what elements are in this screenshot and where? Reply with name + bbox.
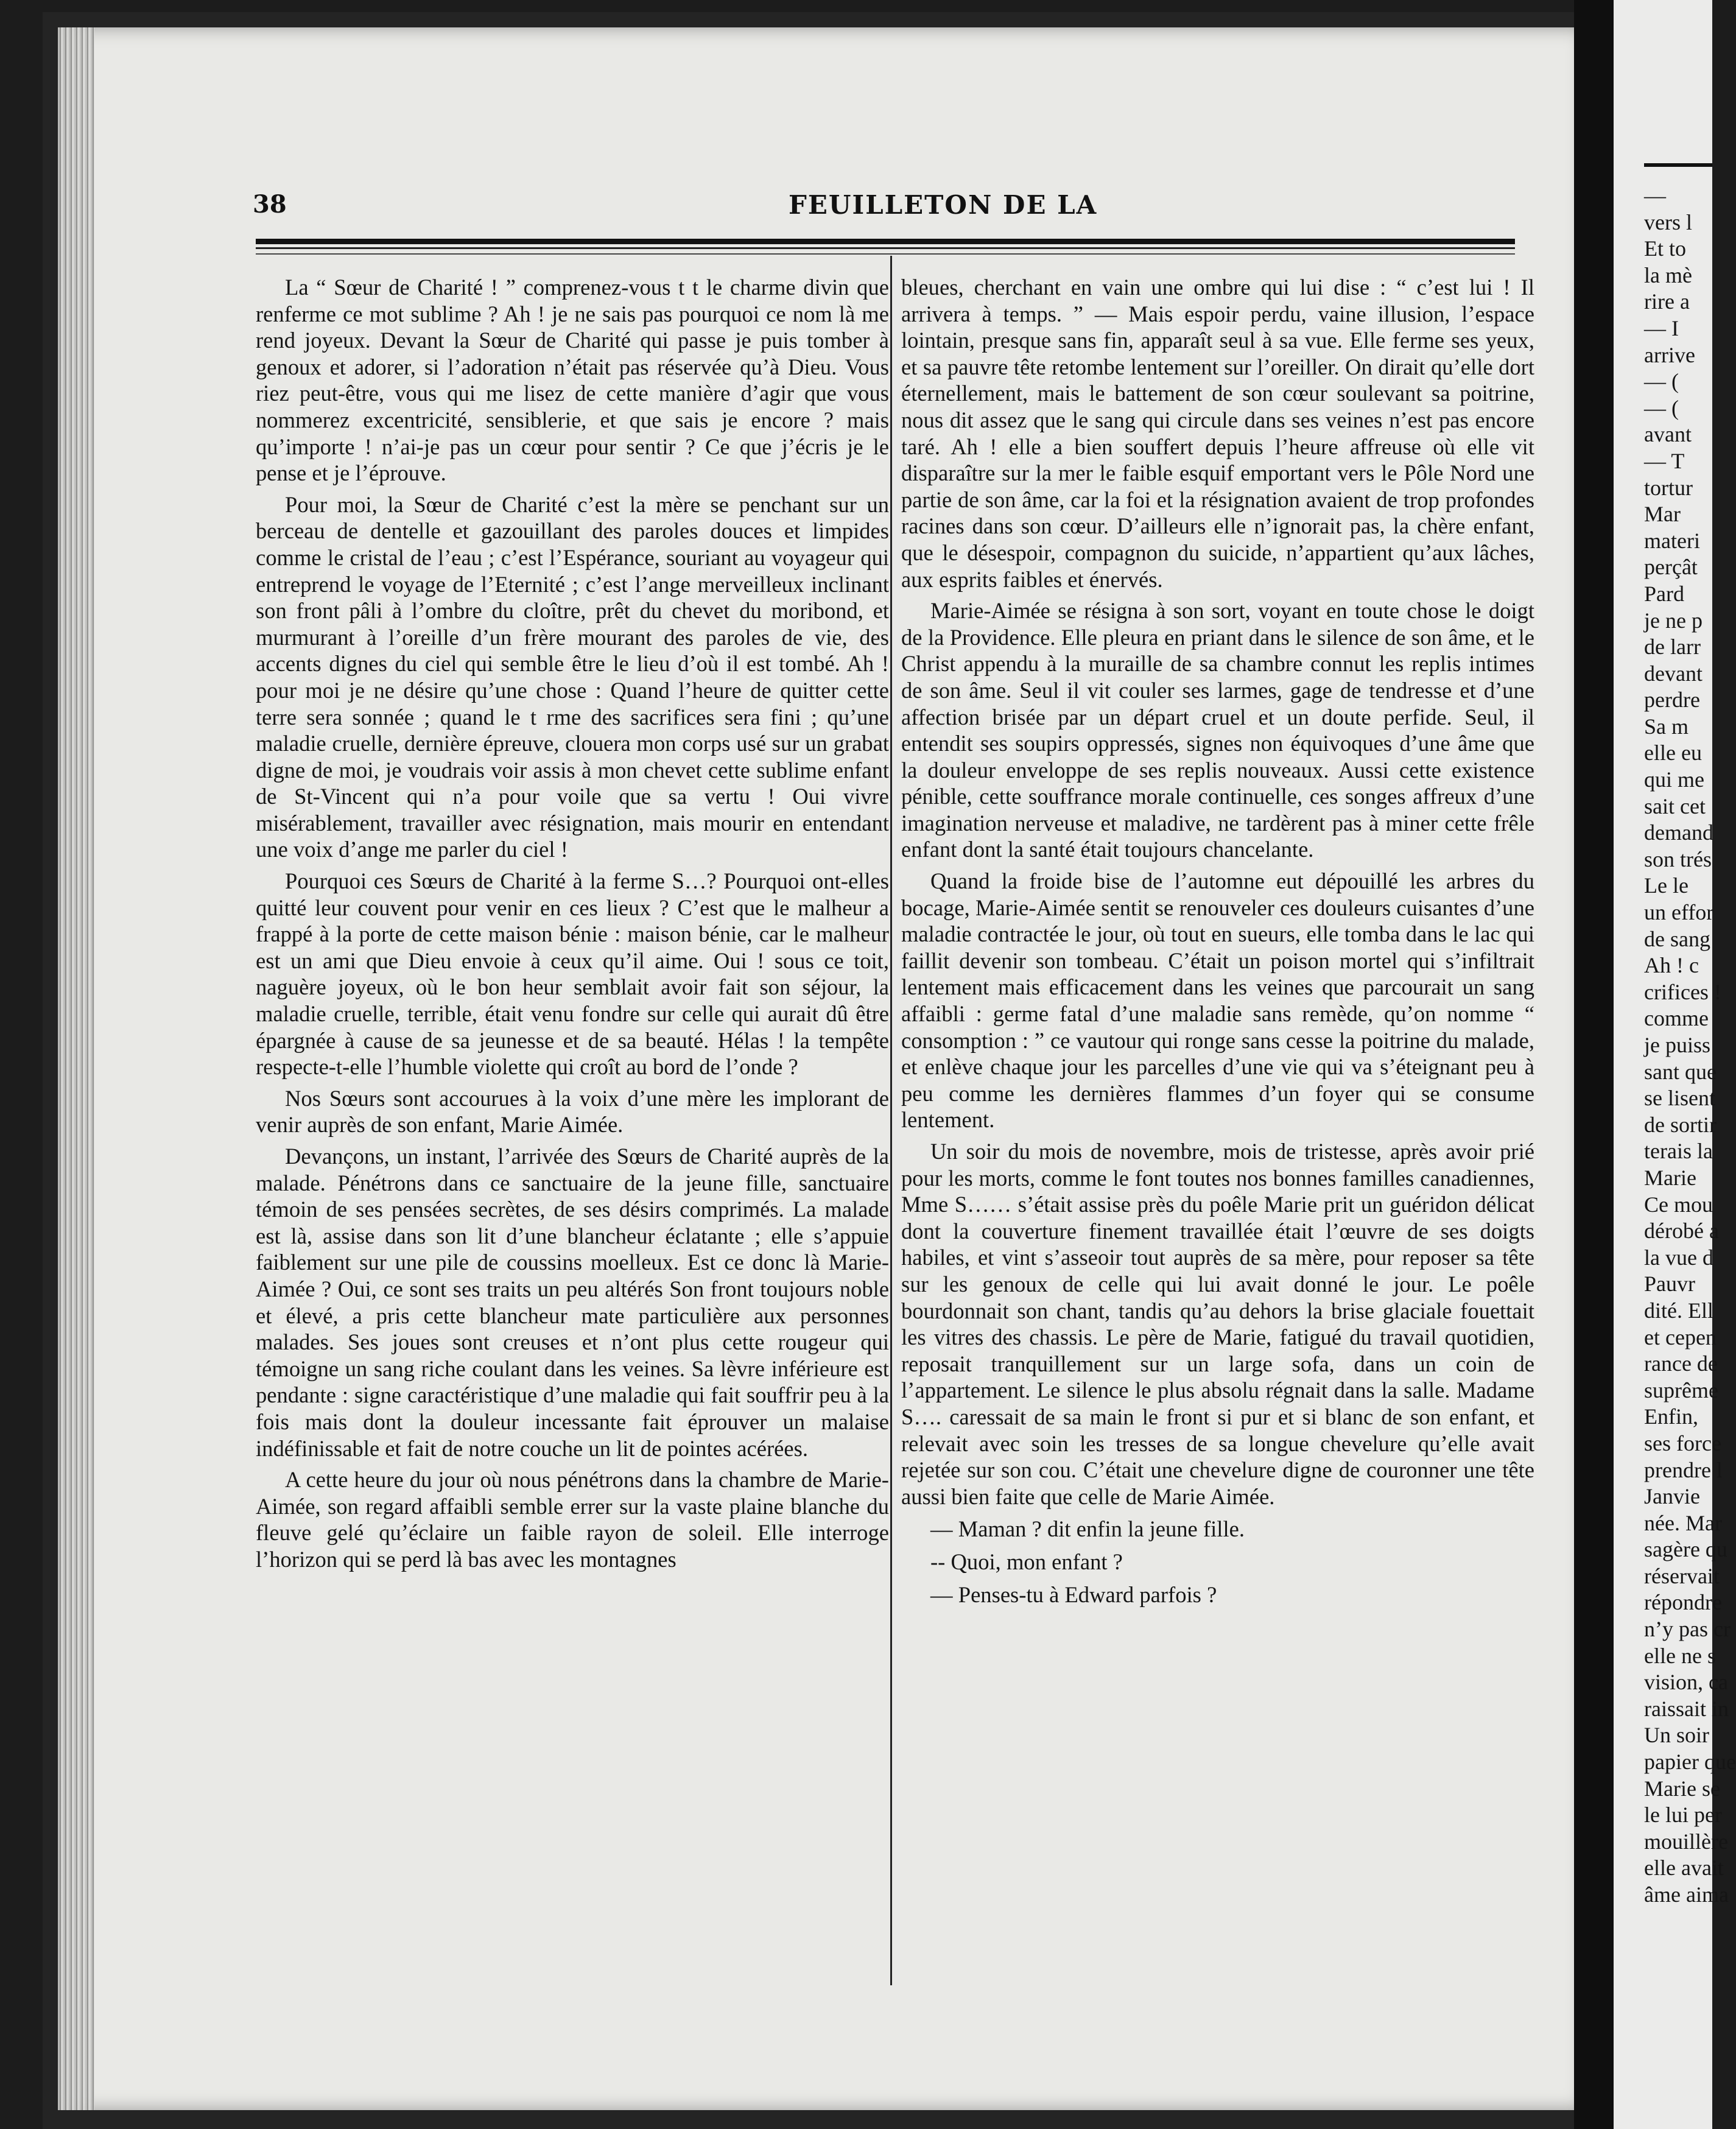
- page-header: [253, 190, 1516, 227]
- paragraph: La “ Sœur de Charité ! ” comprenez-vous t t le charme divin que renferme ce mot sublime ? Ah ! je ne sais pas pourquoi ce nom là me rend joyeux. Devant la Sœur de Charité qui passe je puis tomber à genoux et adorer, si l’adoration n’était pas réservée qu’à Dieu. Vous riez peut-être, vous qui me lisez de cette manière d’agir que vous nommerez excentricité, sensiblerie, et que sais je encore ? mais qu’importe ! n’ai-je pas un cœur pour sentir ? Ce que j’écris je le pense et je l’éprouve.: [256, 275, 889, 486]
- next-page-line: demand: [1644, 820, 1713, 845]
- next-page-line: n’y pas cr: [1644, 1617, 1731, 1642]
- next-page-line: suprême: [1644, 1378, 1718, 1402]
- next-page-line: ses force: [1644, 1430, 1721, 1455]
- next-page-line: — T: [1644, 448, 1685, 473]
- next-page-line: je ne p: [1644, 608, 1703, 633]
- next-page-line: mouillère: [1644, 1829, 1728, 1854]
- next-page-line: Janvie: [1644, 1484, 1700, 1509]
- next-page-line: comme: [1644, 1006, 1709, 1031]
- next-page-line: avant: [1644, 422, 1692, 447]
- next-page-line: — (: [1644, 395, 1679, 420]
- next-page-line: dité. Ell: [1644, 1298, 1713, 1323]
- paragraph: Pourquoi ces Sœurs de Charité à la ferme S…? Pourquoi ont-elles quitté leur couvent pour venir en ces lieux ? C’est que le malheur a frappé à la porte de cette maison bénie : maison bénie, car le malheur est un ami que Dieu envoie à ceux qu’il aime. Oui ! sous ce toit, naguère joyeux, où le bon heur semblait avoir fait son séjour, la maladie cruelle, terrible, était venu fondre sur celle qui aurait dû être épargnée à cause de sa jeunesse et de sa beauté. Hélas ! la tempête respecte-t-elle l’humble violette qui croît au bord de l’onde ?: [256, 868, 889, 1080]
- paragraph: Devançons, un instant, l’arrivée des Sœurs de Charité auprès de la malade. Pénétrons dans ce sanctuaire de la jeune fille, sanctuaire témoin de ses pensées secrètes, de ses désirs comprimés. La malade est là, assise dans son lit d’une blancheur éclatante ; elle s’appuie faiblement sur une pile de coussins moelleux. Est ce donc là Marie-Aimée ? Oui, ce sont ses traits un peu altérés Son front toujours noble et élevé, a pris cette blancheur mate particulière aux personnes malades. Ses joues sont creuses et n’ont plus cette rougeur qui témoigne un sang riche coulant dans les veines. Sa lèvre inférieure est pendante : signe caractéristique d’une maladie qui fait souffrir peu à la fois mais dont la douleur incessante fait éprouver un malaise indéfinissable et fait de notre couche un lit de pointes acérées.: [256, 1144, 889, 1461]
- next-page-line: Le le: [1644, 873, 1689, 898]
- paragraph: Marie-Aimée se résigna à son sort, voyant en toute chose le doigt de la Providence. Elle pleura en priant dans le silence de son âme, et le Christ appendu à la muraille de sa chambre connut les replis intimes de son âme. Seul il vit couler ses larmes, gage de tendresse et d’une affection brisée par un départ cruel et un doute perfide. Seul, il entendit ses soupirs oppressés, signes non équivoques d’une âme que la douleur enveloppe de ses replis nouveaux. Aussi cette existence pénible, cette souffrance morale continuelle, ces songes affreux d’une imagination nerveuse et maladive, ne tardèrent pas à miner cette frêle enfant dont la santé était toujours chancelante.: [901, 598, 1534, 862]
- next-page-line: et cepen: [1644, 1325, 1717, 1350]
- page-edges: [58, 27, 94, 2110]
- next-page-line: de sang: [1644, 926, 1710, 951]
- next-page-line: elle avait: [1644, 1856, 1724, 1881]
- next-page-line: de larr: [1644, 635, 1701, 660]
- right-column: [901, 274, 1534, 1608]
- next-page-line: Ah ! c: [1644, 953, 1699, 978]
- column-divider: [890, 256, 892, 1985]
- next-page-line: la mè: [1644, 262, 1692, 287]
- page-number: 38: [253, 190, 287, 219]
- next-page-line: — (: [1644, 369, 1679, 394]
- next-page-line: raissait in: [1644, 1696, 1729, 1721]
- next-page-line: —: [1644, 183, 1666, 208]
- next-page-line: un effor: [1644, 900, 1714, 925]
- next-page-line: de sortir: [1644, 1112, 1717, 1137]
- next-page-line: Pauvr: [1644, 1272, 1695, 1297]
- next-page-line: Ce mou: [1644, 1192, 1713, 1217]
- next-page-line: qui me: [1644, 767, 1704, 792]
- next-page-line: âme aima: [1644, 1882, 1729, 1907]
- next-page-line: née. Mar: [1644, 1510, 1722, 1535]
- dialogue-line: — Maman ? dit enfin la jeune fille.: [930, 1516, 1245, 1542]
- next-page-text: [1644, 183, 1736, 1909]
- next-page-line: papier que: [1644, 1750, 1736, 1775]
- next-page-line: sant que: [1644, 1059, 1717, 1084]
- dialogue-line: — Penses-tu à Edward parfois ?: [930, 1582, 1217, 1607]
- next-page-line: sagère qu: [1644, 1537, 1727, 1562]
- dialogue-line: -- Quoi, mon enfant ?: [930, 1549, 1123, 1574]
- paragraph: A cette heure du jour où nous pénétrons dans la chambre de Marie-Aimée, son regard affaibli semble errer sur la vaste plaine blanche du fleuve gelé qu’éclaire un faible rayon de soleil. Elle interroge l’horizon qui se perd là bas avec les montagnes: [256, 1467, 889, 1572]
- next-page-line: terais la: [1644, 1139, 1713, 1164]
- next-page-line: le lui per: [1644, 1803, 1722, 1828]
- next-page-line: vision, ca: [1644, 1670, 1728, 1695]
- next-page-line: elle eu: [1644, 741, 1702, 765]
- book-gutter: [1574, 0, 1614, 2129]
- next-page-line: se lisent: [1644, 1086, 1715, 1111]
- next-page-line: tortur: [1644, 475, 1693, 500]
- next-page-line: Enfin,: [1644, 1404, 1698, 1429]
- next-page-line: crifices !: [1644, 979, 1721, 1004]
- next-page-line: vers l: [1644, 209, 1692, 234]
- next-page-line: rire a: [1644, 289, 1690, 314]
- next-page-line: Marie: [1644, 1165, 1696, 1190]
- next-page-line: Et to: [1644, 236, 1686, 261]
- next-page-line: — I: [1644, 315, 1679, 340]
- next-page-rule: [1644, 163, 1712, 167]
- next-page-line: materi: [1644, 528, 1700, 553]
- next-page-line: réservait: [1644, 1563, 1720, 1588]
- next-page-line: répondre: [1644, 1590, 1722, 1615]
- next-page-line: perçât: [1644, 555, 1698, 580]
- next-page-line: prendre l: [1644, 1457, 1723, 1482]
- next-page-line: Mar: [1644, 502, 1681, 527]
- header-rule-thin: [256, 247, 1515, 249]
- next-page-line: je puiss: [1644, 1033, 1711, 1057]
- next-page-line: Marie se: [1644, 1776, 1720, 1801]
- next-page-line: devant: [1644, 661, 1703, 686]
- paragraph: Quand la froide bise de l’automne eut dépouillé les arbres du bocage, Marie-Aimée sentit se renouveler ces douleurs cuisantes d’une maladie contractée le jour, où tout en sueurs, elle tomba dans le lac qui faillit devenir son tombeau. C’était un poison mortel qui s’infiltrait lentement mais efficacement dans les veines que parcourait un sang affaibli : germe fatal d’une maladie sans remède, qu’on nomme “ consomption : ” ce vautour qui ronge sans cesse la poitrine du malade, et enlève chaque jour les parcelles d’une vie qui va s’éteignant peu à peu comme les dernières flammes d’un foyer qui se consume lentement.: [901, 868, 1534, 1133]
- next-page-line: rance de: [1644, 1351, 1718, 1376]
- paragraph: bleues, cherchant en vain une ombre qui lui dise : “ c’est lui ! Il arrivera à temps. ” — Mais espoir perdu, vaine illusion, l’espace lointain, presque sans fin, apparaît seul à sa vue. Elle ferme ses yeux, et sa pauvre tête retombe lentement sur l’oreiller. On dirait qu’elle dort éternellement, mais le battement de son cœur soulevant sa poitrine, nous dit assez que le sang qui circule dans ses veines n’est pas encore taré. Ah ! elle a bien souffert depuis l’heure affreuse où elle vit disparaître sur la mer le faible esquif emportant vers le Pôle Nord une partie de son âme, car la foi et la résignation avaient de trop profondes racines dans son cœur. D’ailleurs elle n’ignorait pas, la chère enfant, que le désespoir, compagnon du suicide, n’appartient qu’aux lâches, aux esprits faibles et énervés.: [901, 275, 1534, 592]
- header-rule: [256, 239, 1515, 244]
- header-rule-thin-2: [256, 253, 1515, 255]
- next-page-line: perdre: [1644, 688, 1700, 713]
- next-page-line: Sa m: [1644, 714, 1689, 739]
- left-column: [256, 274, 889, 1578]
- next-page-line: Un soir: [1644, 1723, 1709, 1748]
- next-page-line: son trés: [1644, 846, 1712, 871]
- next-page-line: Pard: [1644, 581, 1684, 606]
- paragraph: Nos Sœurs sont accourues à la voix d’une mère les implorant de venir auprès de son enfant, Marie Aimée.: [256, 1085, 889, 1138]
- running-title: FEUILLETON DE LA: [789, 190, 1098, 220]
- next-page-line: elle ne s: [1644, 1643, 1716, 1668]
- paragraph: Un soir du mois de novembre, mois de tristesse, après avoir prié pour les morts, comme le font toutes nos bonnes familles canadiennes, Mme S…… s’était assise près du poêle Marie prit un guéridon délicat dont la couverture finement travaillée était l’œuvre de ses doigts habiles, et vint s’asseoir tout auprès de sa mère, pour reposer sa tête sur les genoux de celle qui lui avait donné le jour. Le poêle bourdonnait son chant, tandis qu’au dehors la brise glaciale fouettait les vitres des chassis. Le père de Marie, fatigué du travail quotidien, reposait tranquillement sur un large sofa, dans un coin de l’appartement. Le silence le plus absolu régnait dans la salle. Madame S…. caressait de sa main le front si pur et si blanc de son enfant, et relevait avec soin les tresses de sa longue chevelure qu’elle avait rejetée sur son cou. C’était une chevelure digne de couronner une tête aussi bien faite que celle de Marie Aimée.: [901, 1139, 1534, 1509]
- next-page-line: dérobé a: [1644, 1219, 1719, 1244]
- next-page-line: la vue d: [1644, 1245, 1713, 1270]
- paragraph: Pour moi, la Sœur de Charité c’est la mère se penchant sur un berceau de dentelle et gazouillant des paroles douces et limpides comme le cristal de l’eau ; c’est l’Espérance, souriant au voyageur qui entreprend le voyage de l’Eternité ; c’est l’ange merveilleux inclinant son front pâli à l’ombre du cloître, prêt du chevet du moribond, et murmurant à l’oreille d’un frère mourant des paroles de vie, des accents dignes du ciel qui semble être le lieu d’où il est tombé. Ah ! pour moi je ne désire qu’une chose : Quand l’heure de quitter cette terre sera sonnée ; quand le t rme des sacrifices sera fini ; qu’une maladie cruelle, dernière épreuve, clouera mon corps usé sur un grabat digne de moi, je voudrais voir assis à mon chevet cette sublime enfant de St-Vincent qui n’a pour voile que sa vertu ! Oui vivre misérablement, travailler avec résignation, mais mourir en entendant une voix d’ange me parler du ciel !: [256, 491, 889, 862]
- next-page-line: sait cet: [1644, 794, 1706, 818]
- next-page-line: arrive: [1644, 342, 1695, 367]
